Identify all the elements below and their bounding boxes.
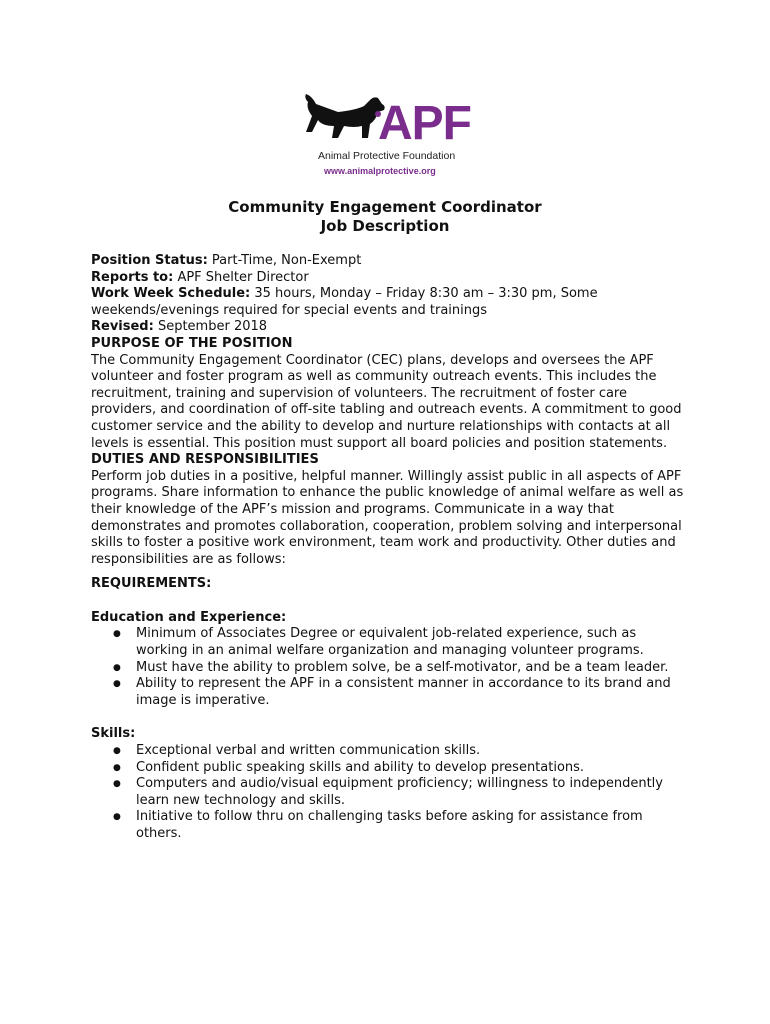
- list-item: ● Confident public speaking skills and ability to develop presentations.: [91, 760, 691, 777]
- duties-text: Perform job duties in a positive, helpful manner. Willingly assist public in all aspects of APF programs. Share information to enhance the public knowledge of animal welfare as well as their knowledge of the APF’s mission and programs. Communicate in a way that demonstrates and promotes collaboration, cooperation, problem solving and interpersonal skills to foster a positive work environment, team work and productivity. Other duties and responsibilities are as follows:: [91, 468, 684, 567]
- purpose-heading: PURPOSE OF THE POSITION: [91, 335, 293, 351]
- logo-org-name: Animal Protective Foundation: [318, 150, 456, 162]
- duties-heading: DUTIES AND RESPONSIBILITIES: [91, 452, 319, 468]
- apf-logo: [300, 92, 480, 188]
- list-item: ● Computers and audio/visual equipment proficiency; willingness to independently learn new technology and skills.: [91, 776, 691, 809]
- title-line-2: Job Description: [320, 217, 450, 235]
- reports-to: [91, 270, 691, 287]
- work-schedule: [91, 286, 691, 319]
- requirements-heading: REQUIREMENTS:: [91, 576, 212, 592]
- document-title: [0, 198, 770, 236]
- work-schedule-value: 35 hours, Monday – Friday 8:30 am – 3:30 pm, Some weekends/evenings required for special events and trainings: [91, 286, 598, 318]
- skills-heading: Skills:: [91, 726, 136, 742]
- dog-silhouette-icon: [300, 92, 390, 152]
- revised-value: September 2018: [153, 319, 268, 335]
- revised-label: Revised:: [91, 319, 154, 335]
- work-schedule-label: Work Week Schedule:: [91, 286, 251, 302]
- list-item: ● Initiative to follow thru on challenging tasks before asking for assistance from others.: [91, 809, 691, 842]
- skills-list: [91, 743, 691, 843]
- list-item: ● Exceptional verbal and written communication skills.: [91, 743, 691, 760]
- position-status-label: Position Status:: [91, 253, 208, 268]
- list-item: ● Must have the ability to problem solve, be a self-motivator, and be a team leader.: [91, 660, 691, 677]
- education-list: [91, 626, 691, 709]
- reports-to-label: Reports to:: [91, 269, 174, 285]
- document-body: [91, 253, 691, 843]
- list-item: ● Ability to represent the APF in a consistent manner in accordance to its brand and image is imperative.: [91, 676, 691, 709]
- reports-to-value: APF Shelter Director: [173, 269, 309, 285]
- position-status-value: Part-Time, Non-Exempt: [207, 253, 362, 268]
- revised: [91, 319, 691, 336]
- education-heading: Education and Experience:: [91, 609, 287, 625]
- purpose-text: The Community Engagement Coordinator (CEC) plans, develops and oversees the APF volunteer and foster program as well as community outreach events. This includes the recruitment, training and supervision of volunteers. The recruitment of foster care providers, and coordination of off-site tabling and outreach events. A commitment to good customer service and the ability to develop and nurture relationships with contacts at all levels is essential. This position must support all board policies and position statements.: [91, 352, 682, 451]
- title-line-1: Community Engagement Coordinator: [228, 198, 542, 216]
- logo-url: www.animalprotective.org: [324, 166, 436, 176]
- logo-wordmark: APF: [378, 97, 471, 150]
- list-item: ● Minimum of Associates Degree or equivalent job-related experience, such as working in an animal welfare organization and managing volunteer programs.: [91, 626, 691, 659]
- position-status: [91, 253, 691, 270]
